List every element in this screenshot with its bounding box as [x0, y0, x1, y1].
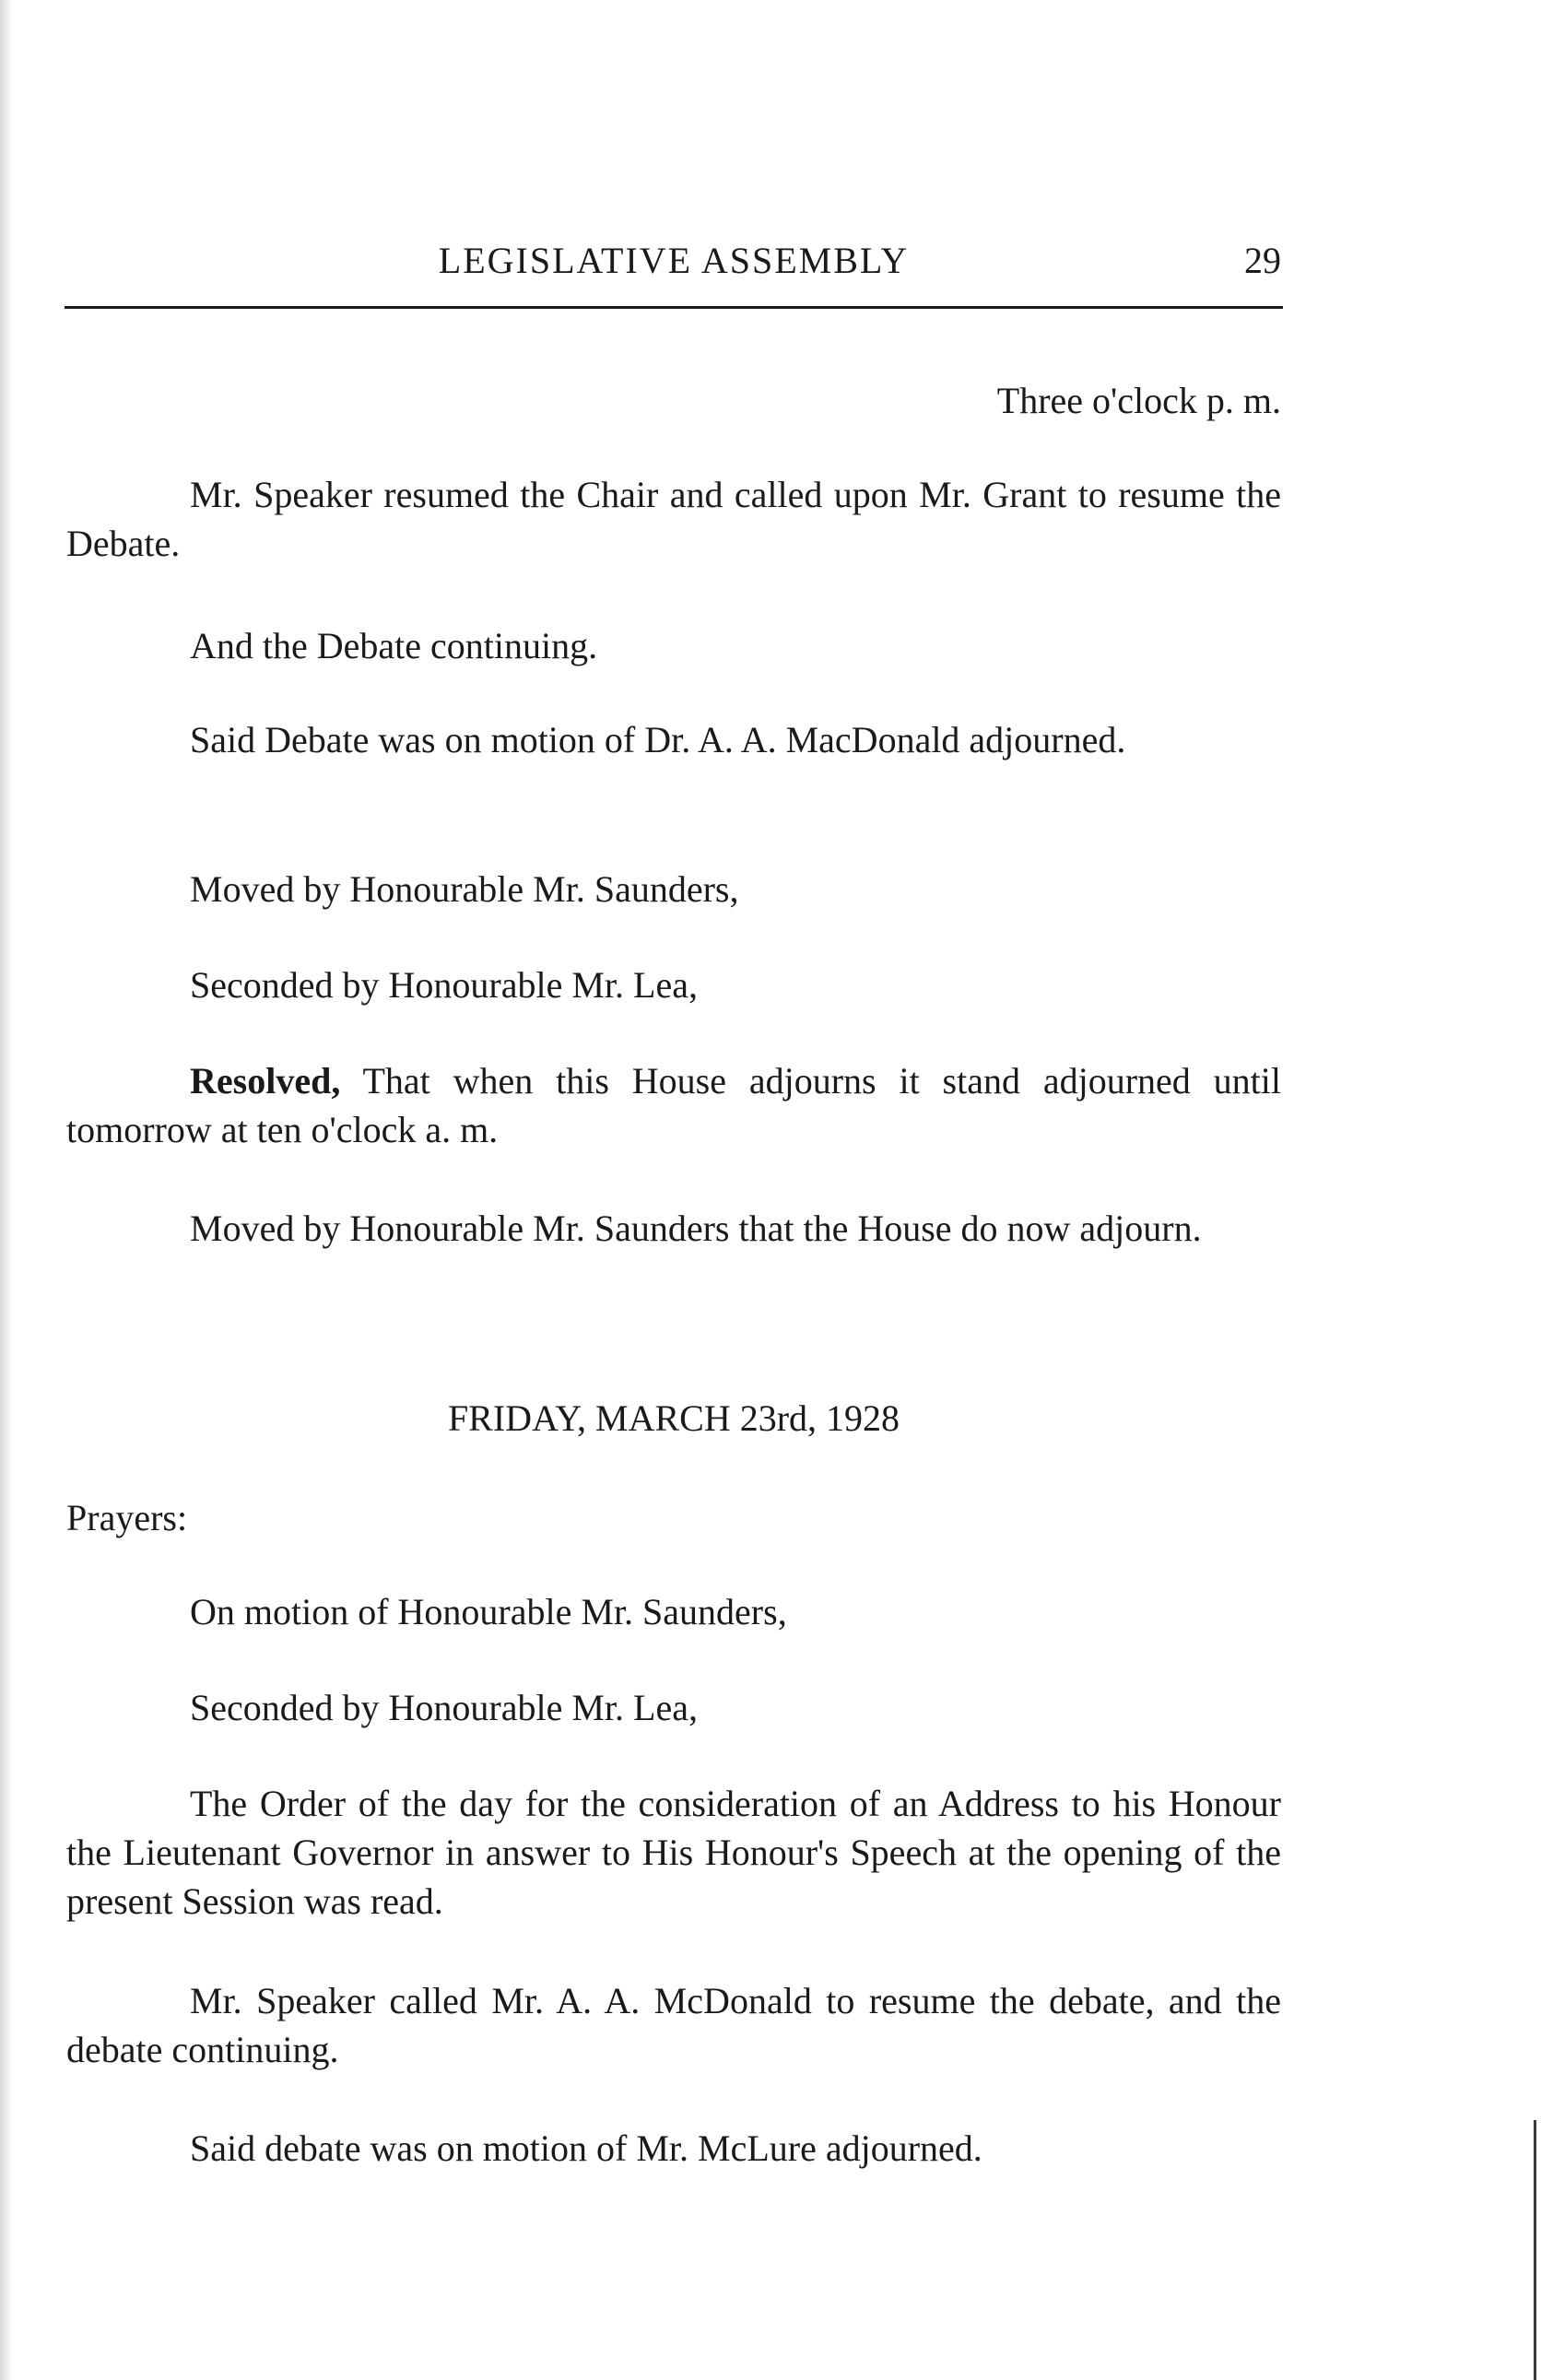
paragraph: Said debate was on motion of Mr. McLure adjourned.	[190, 2127, 982, 2169]
paragraph: Said Debate was on motion of Dr. A. A. MacDonald adjourned.	[190, 719, 1126, 760]
paragraph: Mr. Speaker called Mr. A. A. McDonald to resume the debate, and the debate continuing.	[66, 1980, 1281, 2070]
resolution-text: That when this House adjourns it stand adjourned until tomorrow at ten o'clock a. m.	[66, 1060, 1281, 1150]
paragraph: Mr. Speaker resumed the Chair and called upon Mr. Grant to resume the Debate.	[66, 474, 1281, 564]
paragraph: Seconded by Honourable Mr. Lea,	[190, 1687, 698, 1728]
page-number: 29	[1244, 240, 1281, 281]
time-note: Three o'clock p. m.	[996, 380, 1281, 421]
resolution-paragraph	[66, 1056, 1281, 1154]
page-header	[66, 238, 1281, 293]
paragraph: And the Debate continuing.	[190, 625, 598, 666]
resolved-label: Resolved,	[190, 1060, 341, 1102]
date-heading: FRIDAY, MARCH 23rd, 1928	[447, 1397, 900, 1439]
paragraph: The Order of the day for the consideration of an Address to his Honour the Lieutenant Governor in answer to His Honour's Speech at the opening of the present Session was read.	[66, 1783, 1281, 1922]
paragraph: Seconded by Honourable Mr. Lea,	[190, 964, 698, 1006]
running-title: LEGISLATIVE ASSEMBLY	[438, 240, 910, 281]
header-rule	[65, 306, 1283, 309]
paragraph: Moved by Honourable Mr. Saunders,	[190, 868, 739, 910]
scanned-page-edge	[0, 0, 13, 2380]
scan-edge-line	[1534, 2120, 1536, 2380]
paragraph: Moved by Honourable Mr. Saunders that the House do now adjourn.	[190, 1208, 1202, 1249]
prayers-label: Prayers:	[66, 1497, 188, 1538]
paragraph: On motion of Honourable Mr. Saunders,	[190, 1591, 787, 1632]
